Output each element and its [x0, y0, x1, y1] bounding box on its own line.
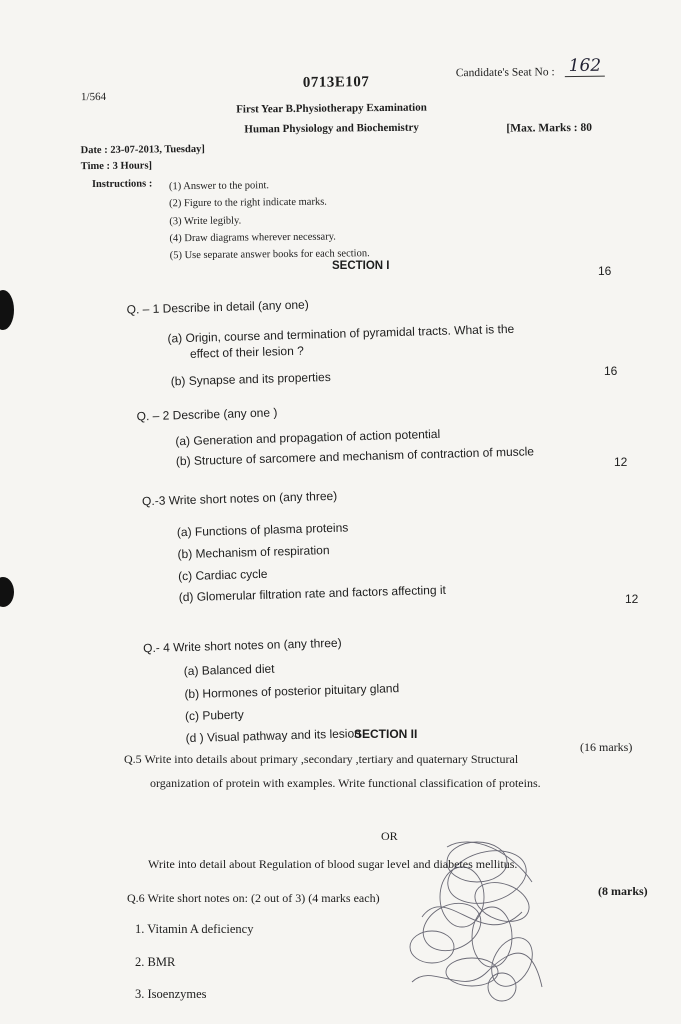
q1-title: Q. – 1 Describe in detail (any one) [126, 297, 309, 317]
q6-title: Q.6 Write short notes on: (2 out of 3) (4 marks each) [127, 891, 380, 905]
q6-marks: (8 marks) [598, 884, 648, 898]
q3-option-d: (d) Glomerular filtration rate and factors affecting it [178, 582, 447, 605]
exam-date: Date : 23-07-2013, Tuesday] [80, 143, 205, 157]
q4-title: Q.- 4 Write short notes on (any three) [142, 635, 342, 656]
max-marks: [Max. Marks : 80 [506, 121, 593, 135]
q6-item: 1. Vitamin A deficiency [135, 922, 254, 936]
instruction-item: (5) Use separate answer books for each section. [169, 248, 370, 262]
q6-item: 3. Isoenzymes [135, 987, 207, 1001]
exam-name: First Year B.Physiotherapy Examination [236, 101, 427, 116]
q5-text-line1: Q.5 Write into details about primary ,secondary ,tertiary and quaternary Structural [124, 752, 519, 766]
q3-option-b: (b) Mechanism of respiration [177, 543, 330, 562]
q1-option-b: (b) Synapse and its properties [170, 369, 331, 389]
seat-label: Candidate's Seat No : [455, 66, 555, 80]
q2-title: Q. – 2 Describe (any one ) [136, 405, 278, 424]
q4-marks: 12 [625, 592, 639, 606]
instruction-item: (4) Draw diagrams wherever necessary. [169, 231, 336, 245]
q1-marks: 16 [598, 264, 612, 278]
q2-option-a: (a) Generation and propagation of action potential [175, 426, 441, 449]
q4-option-c: (c) Puberty [184, 707, 244, 724]
q5-text-line2: organization of protein with examples. Write functional classification of proteins. [150, 776, 541, 790]
q4-option-a: (a) Balanced diet [183, 661, 275, 679]
q5-alternative: Write into detail about Regulation of blood sugar level and diabetes mellitus. [148, 857, 518, 871]
q2-marks: 16 [604, 364, 618, 378]
page-ref: 1/564 [80, 90, 107, 104]
instruction-item: (2) Figure to the right indicate marks. [169, 196, 327, 210]
q3-option-a: (a) Functions of plasma proteins [176, 520, 349, 540]
section-2-title: SECTION II [354, 727, 418, 741]
q3-title: Q.-3 Write short notes on (any three) [141, 488, 338, 509]
seat-number: 162 [565, 56, 606, 77]
handwritten-scribble [392, 822, 562, 1007]
q6-item: 2. BMR [135, 955, 176, 969]
q1-option-a: (a) Origin, course and termination of pyramidal tracts. What is the [167, 321, 515, 346]
instruction-item: (3) Write legibly. [169, 215, 242, 227]
q4-option-d: (d ) Visual pathway and its lesion [185, 726, 362, 746]
instruction-item: (1) Answer to the point. [168, 180, 270, 193]
q3-option-c: (c) Cardiac cycle [177, 566, 268, 584]
section-1-title: SECTION I [332, 260, 390, 272]
q3-marks: 12 [614, 455, 628, 469]
instructions-label: Instructions : [91, 178, 153, 191]
q5-marks: (16 marks) [580, 740, 633, 754]
subject-title: Human Physiology and Biochemistry [244, 121, 419, 136]
q4-option-b: (b) Hormones of posterior pituitary gland [184, 681, 400, 702]
punch-hole-bottom [0, 577, 14, 607]
or-separator: OR [381, 829, 398, 843]
paper-code: 0713E107 [302, 74, 370, 91]
q2-option-b: (b) Structure of sarcomere and mechanism of contraction of muscle [175, 444, 535, 469]
q1-option-a-cont: effect of their lesion ? [189, 343, 304, 361]
exam-time: Time : 3 Hours] [80, 160, 153, 173]
